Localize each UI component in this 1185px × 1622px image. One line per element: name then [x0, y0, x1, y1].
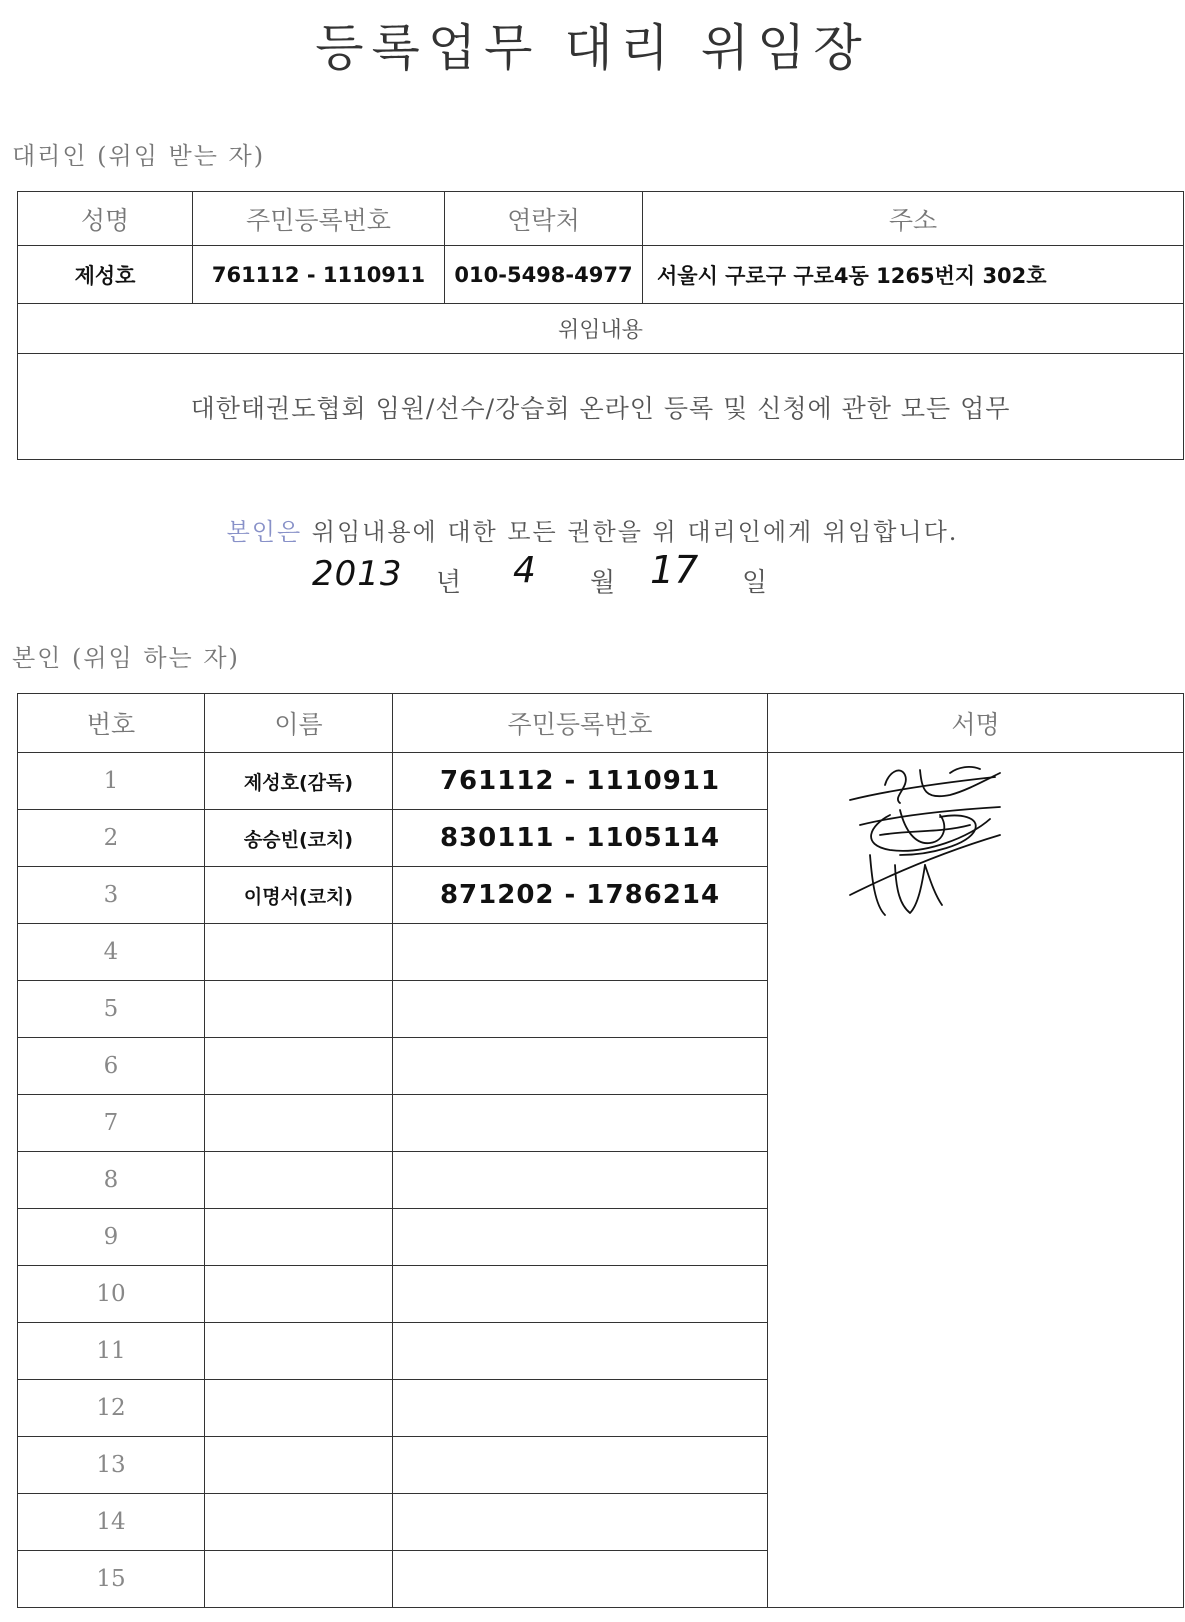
row-rrn [393, 1494, 768, 1551]
row-name [205, 1380, 393, 1437]
table-row [18, 1266, 1184, 1323]
row-rrn: 830111 - 1105114 [393, 810, 768, 867]
row-number: 1 [18, 753, 205, 810]
row-number: 6 [18, 1038, 205, 1095]
row-rrn [393, 1152, 768, 1209]
table-row [18, 1380, 1184, 1437]
row-number: 3 [18, 867, 205, 924]
row-signature-cell [768, 1551, 1184, 1608]
row-number: 14 [18, 1494, 205, 1551]
agent-section-label: 대리인 (위임 받는 자) [12, 142, 266, 170]
agent-address: 서울시 구로구 구로4동 1265번지 302호 [643, 246, 1184, 304]
row-name: 이명서(코치) [205, 867, 393, 924]
header-signature: 서명 [768, 694, 1184, 753]
row-number: 9 [18, 1209, 205, 1266]
row-name [205, 1437, 393, 1494]
row-name [205, 1266, 393, 1323]
row-number: 15 [18, 1551, 205, 1608]
row-number: 10 [18, 1266, 205, 1323]
row-name [205, 924, 393, 981]
row-signature-cell [768, 1380, 1184, 1437]
row-name [205, 1494, 393, 1551]
agent-header-row [18, 192, 1184, 246]
date-day: 17 [650, 548, 699, 592]
row-rrn [393, 1209, 768, 1266]
header-rrn: 주민등록번호 [193, 192, 445, 246]
row-rrn [393, 1380, 768, 1437]
row-number: 7 [18, 1095, 205, 1152]
row-rrn: 761112 - 1110911 [393, 753, 768, 810]
table-row [18, 1152, 1184, 1209]
row-name [205, 1038, 393, 1095]
row-rrn [393, 1266, 768, 1323]
row-rrn [393, 1095, 768, 1152]
row-signature-cell [768, 1209, 1184, 1266]
row-number: 5 [18, 981, 205, 1038]
row-signature-cell [768, 1038, 1184, 1095]
row-rrn [393, 1323, 768, 1380]
date-line [0, 548, 1185, 608]
row-signature-cell [768, 1323, 1184, 1380]
row-rrn: 871202 - 1786214 [393, 867, 768, 924]
header-number: 번호 [18, 694, 205, 753]
table-row [18, 1095, 1184, 1152]
header-name: 성명 [18, 192, 193, 246]
row-signature-cell [768, 1152, 1184, 1209]
header-person-rrn: 주민등록번호 [393, 694, 768, 753]
row-number: 11 [18, 1323, 205, 1380]
agent-rrn: 761112 - 1110911 [193, 246, 445, 304]
date-year: 2013 [312, 554, 403, 594]
document-title: 등록업무 대리 위임장 [315, 19, 870, 77]
row-name [205, 1209, 393, 1266]
principal-section-label: 본인 (위임 하는 자) [12, 644, 240, 672]
table-row [18, 1038, 1184, 1095]
row-name [205, 1095, 393, 1152]
table-row [18, 1437, 1184, 1494]
row-signature-cell [768, 981, 1184, 1038]
row-rrn [393, 924, 768, 981]
principal-header-row [18, 694, 1184, 753]
agent-data-row [18, 246, 1184, 304]
row-name [205, 1152, 393, 1209]
table-row [18, 1551, 1184, 1608]
row-signature-cell [768, 1494, 1184, 1551]
agent-phone: 010-5498-4977 [445, 246, 643, 304]
table-row [18, 981, 1184, 1038]
row-rrn [393, 1437, 768, 1494]
row-number: 2 [18, 810, 205, 867]
statement-prefix: 본인은 [226, 518, 303, 546]
row-signature-cell [768, 1095, 1184, 1152]
row-name [205, 1323, 393, 1380]
row-number: 13 [18, 1437, 205, 1494]
header-person-name: 이름 [205, 694, 393, 753]
date-month-unit: 월 [590, 568, 616, 598]
row-name: 송승빈(코치) [205, 810, 393, 867]
row-signature-cell [768, 1266, 1184, 1323]
date-month: 4 [513, 550, 536, 591]
row-rrn [393, 1038, 768, 1095]
row-name [205, 981, 393, 1038]
row-number: 8 [18, 1152, 205, 1209]
table-row [18, 1494, 1184, 1551]
agent-name: 제성호 [18, 246, 193, 304]
mandate-header: 위임내용 [18, 304, 1184, 354]
row-rrn [393, 981, 768, 1038]
row-rrn [393, 1551, 768, 1608]
agent-table [17, 191, 1184, 460]
date-day-unit: 일 [742, 568, 768, 598]
statement-text: 위임내용에 대한 모든 권한을 위 대리인에게 위임합니다. [311, 518, 959, 546]
header-address: 주소 [643, 192, 1184, 246]
delegation-statement [0, 512, 1185, 547]
header-contact: 연락처 [445, 192, 643, 246]
row-number: 4 [18, 924, 205, 981]
mandate-text: 대한태권도협회 임원/선수/강습회 온라인 등록 및 신청에 관한 모든 업무 [18, 354, 1184, 460]
row-number: 12 [18, 1380, 205, 1437]
row-name [205, 1551, 393, 1608]
row-signature-cell [768, 1437, 1184, 1494]
row-name: 제성호(감독) [205, 753, 393, 810]
table-row [18, 1323, 1184, 1380]
table-row [18, 1209, 1184, 1266]
handwritten-signature [830, 755, 1050, 935]
date-year-unit: 년 [436, 568, 462, 598]
